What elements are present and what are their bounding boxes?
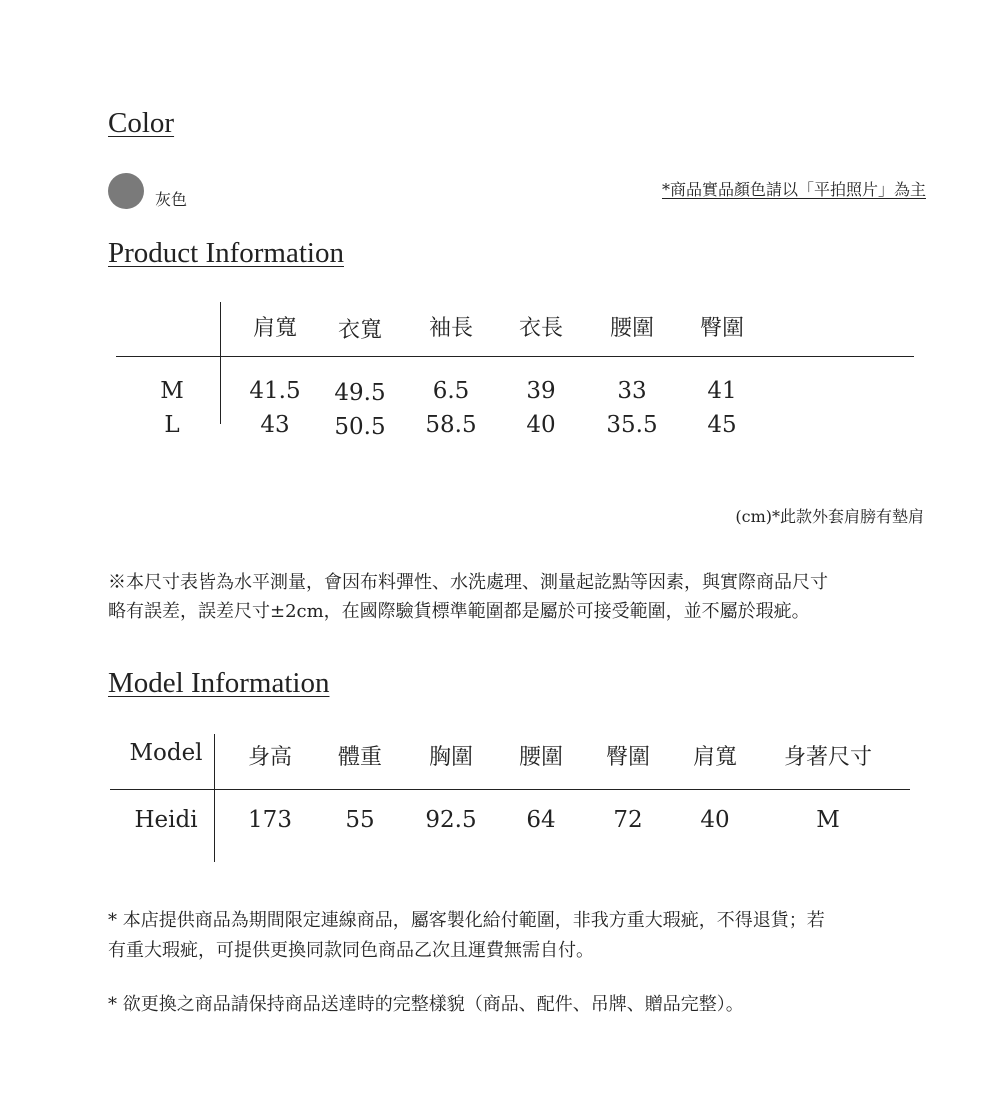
size-cell: 49.5 (334, 380, 386, 406)
model-cell: 40 (700, 807, 730, 833)
size-col-length: 衣長 (518, 316, 564, 341)
measurement-disclaimer (108, 568, 948, 626)
size-table-divider-vertical (220, 302, 221, 424)
size-col-waist: 腰圍 (609, 316, 655, 341)
note-line: * 本店提供商品為期間限定連線商品，屬客製化給付範圍，非我方重大瑕疵，不得退貨；若 (108, 910, 825, 931)
size-col-hip: 臀圍 (699, 316, 745, 341)
size-cell: 58.5 (425, 412, 477, 438)
model-cell: 92.5 (425, 807, 477, 833)
disclaimer-line: ※本尺寸表皆為水平測量，會因布料彈性、水洗處理、測量起訖點等因素，與實際商品尺寸 (108, 572, 828, 593)
size-cell: 50.5 (334, 414, 386, 440)
color-swatch-gray[interactable] (108, 173, 144, 209)
unit-note: (cm)*此款外套肩膀有墊肩 (735, 507, 924, 526)
size-col-chest: 衣寬 (337, 318, 383, 343)
model-row-header: Model (129, 740, 203, 766)
size-cell: 33 (617, 378, 647, 404)
model-table-divider-vertical (214, 734, 215, 862)
size-cell: 35.5 (606, 412, 658, 438)
model-info-heading: Model Information (108, 667, 330, 699)
exchange-policy-note: * 欲更換之商品請保持商品送達時的完整樣貌（商品、配件、吊牌、贈品完整）。 (108, 994, 744, 1015)
model-name: Heidi (134, 807, 198, 833)
size-cell: 41 (707, 378, 737, 404)
disclaimer-line: 略有誤差，誤差尺寸±2cm，在國際驗貨標準範圍都是屬於可接受範圍，並不屬於瑕疵。 (108, 601, 810, 622)
color-heading: Color (108, 107, 175, 139)
size-table-divider-horizontal (116, 356, 914, 357)
model-cell: M (816, 807, 840, 833)
size-cell: 6.5 (432, 378, 470, 404)
size-col-sleeve: 袖長 (428, 316, 474, 341)
model-col-size-worn: 身著尺寸 (783, 745, 873, 770)
size-col-shoulder: 肩寬 (252, 316, 298, 341)
model-col-shoulder: 肩寬 (692, 745, 738, 770)
model-col-height: 身高 (247, 745, 293, 770)
model-cell: 64 (526, 807, 556, 833)
model-cell: 55 (345, 807, 375, 833)
size-row-label: L (164, 412, 180, 438)
product-info-heading: Product Information (108, 237, 344, 269)
size-cell: 41.5 (249, 378, 301, 404)
color-name: 灰色 (155, 190, 188, 209)
size-cell: 40 (526, 412, 556, 438)
note-line: 有重大瑕疵，可提供更換同款同色商品乙次且運費無需自付。 (108, 940, 594, 961)
model-table-divider-horizontal (110, 789, 910, 790)
return-policy-note (108, 906, 958, 966)
model-col-waist: 腰圍 (518, 745, 564, 770)
model-col-hip: 臀圍 (605, 745, 651, 770)
size-row-label: M (160, 378, 184, 404)
model-cell: 72 (613, 807, 643, 833)
size-cell: 43 (260, 412, 290, 438)
color-note: *商品實品顏色請以「平拍照片」為主 (661, 180, 926, 199)
model-col-bust: 胸圍 (428, 745, 474, 770)
model-col-weight: 體重 (337, 745, 383, 770)
size-cell: 39 (526, 378, 556, 404)
model-cell: 173 (248, 807, 292, 833)
size-cell: 45 (707, 412, 737, 438)
